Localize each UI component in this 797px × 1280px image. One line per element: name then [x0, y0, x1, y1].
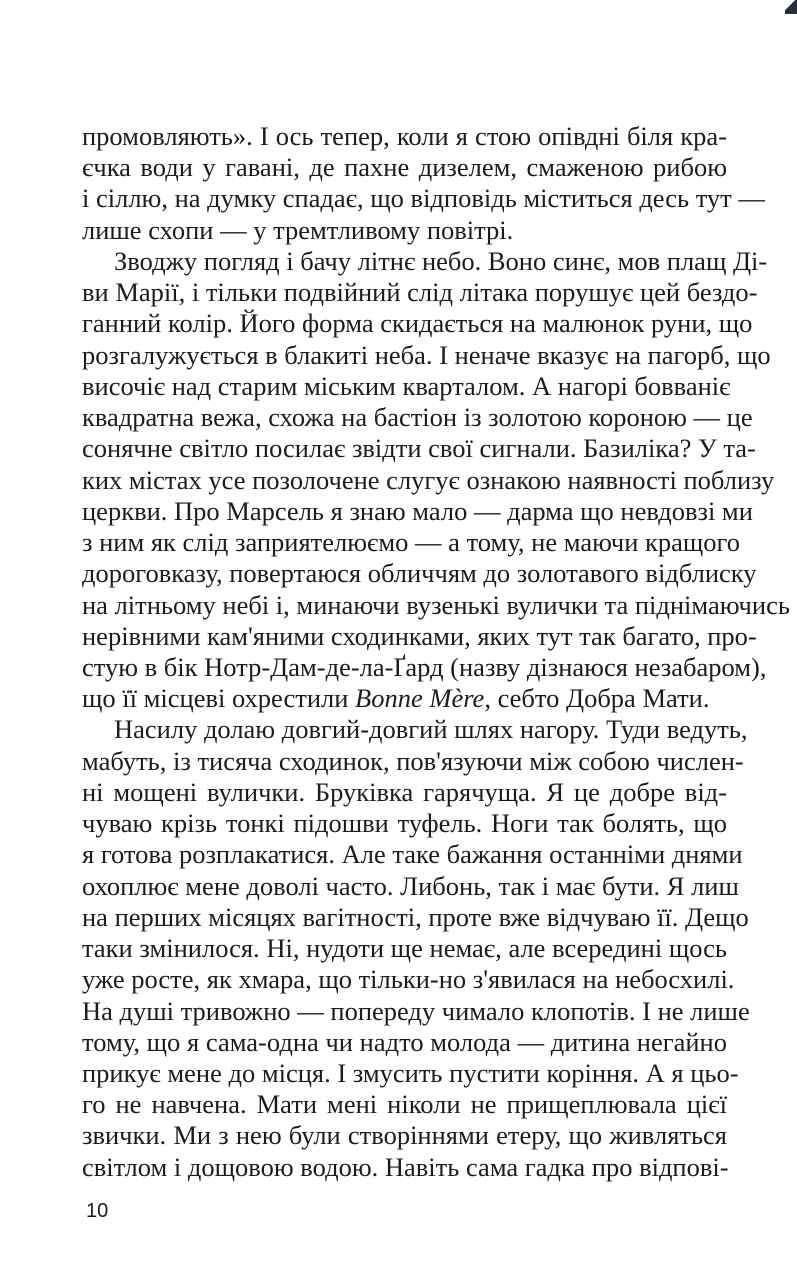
text-line: мабуть, із тисяча сходинок, пов'язуючи між собою числен- — [82, 746, 744, 776]
text-line — [82, 681, 727, 715]
text-line: охоплює мене доволі часто. Либонь, так і має бути. Я лиш — [82, 871, 739, 901]
text-line: Зводжу погляд і бачу літнє небо. Воно синє, мов плащ Ді- — [114, 246, 768, 276]
text-line: ні мощені вулички. Бруківка гарячуща. Я це добре від- — [82, 777, 727, 807]
text-line: прикує мене до місця. І змусить пустити коріння. А я цьо- — [82, 1058, 739, 1088]
text-line: ганний колір. Його форма скидається на малюнок руни, що — [82, 308, 753, 338]
text-line: промовляють». І ось тепер, коли я стою опівдні біля кра- — [82, 121, 727, 151]
text-line: лише схопи — у тремтливому повітрі. — [82, 215, 514, 245]
text-line: єчка води у гавані, де пахне дизелем, смаженою рибою — [82, 152, 727, 182]
page-corner-mark — [785, 0, 797, 14]
text-line: звички. Ми з нею були створіннями етеру, що живляться — [82, 1120, 727, 1150]
text-line: нерівними кам'яними сходинками, яких тут так багато, про- — [82, 621, 757, 651]
text-line: ви Марії, і тільки подвійний слід літака порушує цей бездо- — [82, 277, 758, 307]
text-line: і сіллю, на думку спадає, що відповідь міститься десь тут — — [82, 183, 765, 213]
text-line-end: , себто Добра Мати. — [484, 683, 710, 713]
text-line: височіє над старим міським кварталом. А нагорі бовваніє — [82, 371, 731, 401]
text-line: дороговказу, повертаюся обличчям до золотавого відблиску — [82, 558, 757, 588]
text-line: чуваю крізь тонкі підошви туфель. Ноги так болять, що — [82, 808, 727, 838]
text-line: ких містах усе позолочене слугує ознакою наявності поблизу — [82, 465, 775, 495]
text-line: таки змінилося. Ні, нудоти ще немає, але всередині щось — [82, 933, 727, 963]
text-line: сонячне світло посилає звідти свої сигнали. Базиліка? У та- — [82, 433, 756, 463]
text-line: го не навчена. Мати мені ніколи не прищеплювала цієї — [82, 1089, 727, 1119]
text-line: стую в бік Нотр-Дам-де-ла-Ґард (назву дізнаюся незабаром), — [82, 652, 767, 682]
text-line: розгалужується в блакиті неба. І неначе вказує на пагорб, що — [82, 340, 771, 370]
text-line: тому, що я сама-одна чи надто молода — дитина негайно — [82, 1027, 727, 1057]
text-line: з ним як слід заприятелюємо — а тому, не маючи кращого — [82, 527, 741, 557]
text-line: на літньому небі і, минаючи вузенькі вулички та піднімаючись — [82, 590, 790, 620]
text-line: Насилу долаю довгий-довгий шлях нагору. Туди ведуть, — [114, 714, 748, 744]
text-line-start: що її місцеві охрестили — [82, 683, 356, 713]
text-line: квадратна вежа, схожа на бастіон із золотою короною — це — [82, 402, 753, 432]
page-number: 10 — [86, 1200, 109, 1222]
text-line: церкви. Про Марсель я знаю мало — дарма що невдовзі ми — [82, 496, 753, 526]
text-line: На душі тривожно — попереду чимало клопотів. І не лише — [82, 996, 750, 1026]
text-line: я готова розплакатися. Але таке бажання останніми днями — [82, 839, 743, 869]
text-line: світлом і дощовою водою. Навіть сама гадка про відпові- — [82, 1152, 729, 1182]
text-line: уже росте, як хмара, що тільки-но з'явилася на небосхилі. — [82, 964, 735, 994]
italic-phrase: Bonne Mère — [355, 683, 485, 713]
text-line: на перших місяцях вагітності, проте вже відчуваю її. Дещо — [82, 902, 749, 932]
